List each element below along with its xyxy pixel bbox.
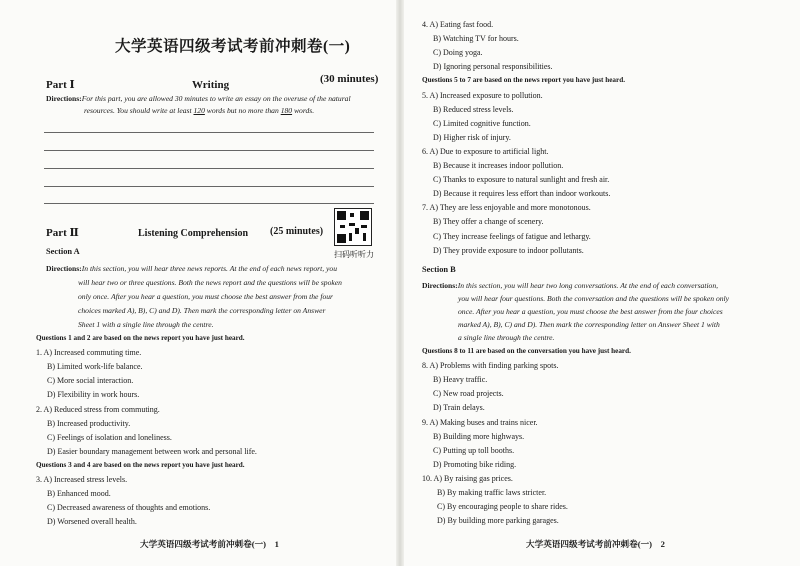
answer-option: C) Doing yoga. — [433, 48, 483, 58]
answer-option: C) They increase feelings of fatigue and lethargy. — [433, 231, 591, 241]
question-group-heading: Questions 3 and 4 are based on the news report you have just heard. — [36, 460, 245, 469]
part2-time: (25 minutes) — [270, 226, 324, 237]
section-b-directions-line: marked A), B), C) and D). Then mark the corresponding letter on Answer Sheet 1 with — [458, 320, 720, 329]
answer-option: B) Heavy traffic. — [433, 375, 488, 385]
qr-code[interactable] — [334, 208, 372, 246]
section-a-directions-line: only once. After you hear a question, you must choose the best answer from the four — [78, 292, 333, 301]
answer-option: D) By building more parking garages. — [437, 516, 559, 526]
answer-option: B) Watching TV for hours. — [433, 34, 519, 44]
question-item: 6. A) Due to exposure to artificial light. — [422, 146, 549, 156]
answer-option: D) Ignoring personal responsibilities. — [433, 62, 553, 72]
answer-option: C) New road projects. — [433, 389, 504, 399]
question-group-heading: Questions 8 to 11 are based on the conversation you have just heard. — [422, 347, 631, 355]
directions-label: Directions: — [46, 94, 82, 103]
section-a-directions-line: choices marked A), B), C) and D). Then mark the corresponding letter on Answer — [78, 306, 326, 315]
question-item: 9. A) Making buses and trains nicer. — [422, 417, 538, 427]
part1-name: Writing — [192, 79, 230, 91]
question-item: 4. A) Eating fast food. — [422, 20, 494, 29]
section-a-directions-line: Directions:In this section, you will hear three news reports. At the end of each news report, you — [46, 264, 337, 273]
section-a-label: Section A — [46, 247, 80, 256]
answer-option: B) Reduced stress levels. — [433, 104, 514, 114]
writing-line — [44, 203, 374, 204]
answer-option: D) Easier boundary management between work and personal life. — [47, 446, 257, 456]
answer-option: D) Train delays. — [433, 403, 485, 413]
section-b-directions-line: you will hear four questions. Both the conversation and the questions will be spoken only — [458, 294, 730, 303]
part2-name: Listening Comprehension — [138, 228, 249, 239]
page-left — [0, 0, 398, 566]
question-item: 1. A) Increased commuting time. — [36, 348, 142, 358]
part1-time: (30 minutes) — [320, 73, 379, 85]
answer-option: D) Promoting bike riding. — [433, 459, 517, 469]
section-a-directions-line: will hear two or three questions. Both the news report and the questions will be spoken — [78, 278, 342, 287]
answer-option: C) Putting up toll booths. — [433, 445, 515, 455]
answer-option: C) Decreased awareness of thoughts and emotions. — [47, 503, 211, 513]
section-a-directions-line: Sheet 1 with a single line through the centre. — [78, 320, 214, 329]
answer-option: D) Higher risk of injury. — [433, 132, 511, 142]
writing-line — [44, 132, 374, 133]
answer-option: C) Feelings of isolation and loneliness. — [47, 432, 172, 442]
answer-option: C) By encouraging people to share rides. — [437, 502, 568, 512]
answer-option: B) Building more highways. — [433, 431, 525, 441]
section-b-directions-line: once. After you hear a question, you must choose the best answer from the four choices — [458, 307, 723, 316]
question-item: 8. A) Problems with finding parking spots. — [422, 361, 559, 371]
question-item: 2. A) Reduced stress from commuting. — [36, 404, 160, 414]
question-item: 7. A) They are less enjoyable and more monotonous. — [422, 203, 591, 213]
answer-option: D) Worsened overall health. — [47, 517, 137, 527]
answer-option: C) Limited cognitive function. — [433, 118, 531, 128]
answer-option: B) Enhanced mood. — [47, 489, 111, 499]
part1-label: Part Ⅰ — [46, 79, 75, 91]
answer-option: B) Increased productivity. — [47, 418, 131, 428]
part1-directions-line2: resources. You should write at least 120 words but no more than 180 words. — [84, 106, 315, 115]
question-item: 5. A) Increased exposure to pollution. — [422, 90, 543, 100]
question-group-heading: Questions 5 to 7 are based on the news report you have just heard. — [422, 76, 625, 85]
question-item: 10. A) By raising gas prices. — [422, 473, 513, 483]
answer-option: D) Flexibility in work hours. — [47, 390, 140, 400]
page-right — [402, 0, 800, 566]
question-item: 3. A) Increased stress levels. — [36, 475, 128, 484]
question-group-heading: Questions 1 and 2 are based on the news report you have just heard. — [36, 334, 245, 342]
answer-option: B) They offer a change of scenery. — [433, 217, 544, 227]
answer-option: B) Limited work-life balance. — [47, 362, 143, 372]
part2-label: Part Ⅱ — [46, 227, 79, 239]
directions-label: Directions: — [422, 281, 458, 290]
page-footer: 大学英语四级考试考前冲刺卷(一) 1 — [140, 539, 279, 549]
answer-option: B) Because it increases indoor pollution. — [433, 161, 564, 170]
section-b-directions-line: a single line through the centre. — [458, 333, 555, 342]
writing-line — [44, 150, 374, 151]
answer-option: D) Because it requires less effort than indoor workouts. — [433, 189, 611, 199]
answer-option: C) Thanks to exposure to natural sunlight and fresh air. — [433, 175, 610, 185]
directions-label: Directions: — [46, 264, 82, 273]
answer-option: B) By making traffic laws stricter. — [437, 488, 547, 497]
section-b-directions-line: Directions:In this section, you will hear two long conversations. At the end of each conversation, — [422, 281, 719, 290]
exam-title: 大学英语四级考试考前冲刺卷(一) — [115, 38, 351, 55]
min-words: 120 — [193, 106, 205, 115]
page-footer: 大学英语四级考试考前冲刺卷(一) 2 — [526, 539, 665, 549]
writing-line — [44, 186, 374, 187]
part1-directions-line1: Directions:For this part, you are allowed 30 minutes to write an essay on the overuse of the natural — [46, 94, 351, 103]
answer-option: D) They provide exposure to indoor pollutants. — [433, 245, 584, 255]
section-b-label: Section B — [422, 265, 456, 274]
qr-caption: 扫码听听力 — [334, 250, 374, 259]
writing-line — [44, 168, 374, 169]
answer-option: C) More social interaction. — [47, 376, 134, 386]
max-words: 180 — [280, 106, 293, 115]
